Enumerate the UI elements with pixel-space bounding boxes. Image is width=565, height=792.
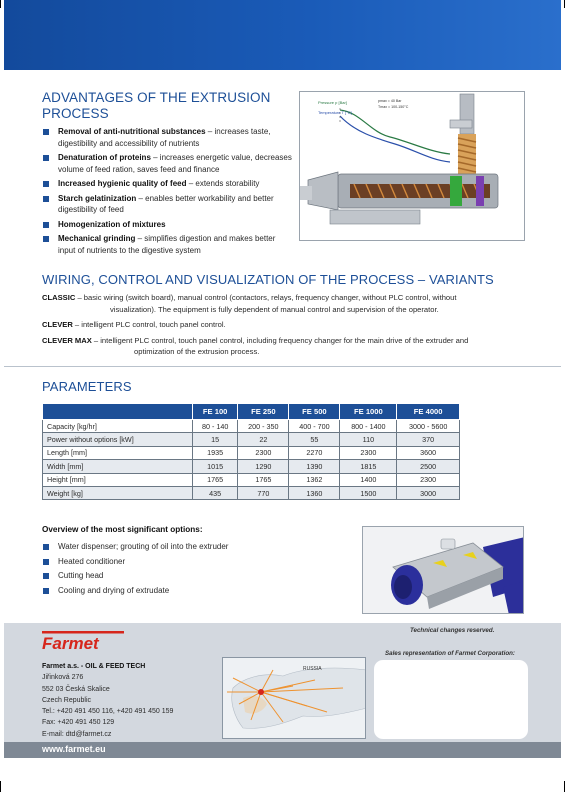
parameters-heading xyxy=(42,379,132,395)
row-label: Capacity [kg/hr] xyxy=(43,420,193,433)
pressure-label: Pressure p [Bar] xyxy=(318,100,347,105)
variant-text-continued: optimization of the extrusion process. xyxy=(134,347,260,356)
technical-note: Technical changes reserved. xyxy=(410,627,495,634)
item-heading: Mechanical grinding xyxy=(58,234,136,243)
farmet-logo xyxy=(42,631,124,651)
list-item: Cooling and drying of extrudate xyxy=(42,584,342,599)
table-header-blank xyxy=(43,404,193,420)
table-cell: 2300 xyxy=(238,446,289,459)
table-cell: 1360 xyxy=(289,486,340,499)
advantages-list xyxy=(42,126,292,256)
map-illustration xyxy=(223,658,366,739)
list-item xyxy=(42,152,292,175)
table-row xyxy=(43,446,460,459)
table-cell: 435 xyxy=(193,486,238,499)
item-text: – increases taste, digestibility and accessibility of nutrients xyxy=(58,127,271,148)
telephone: Tel.: +420 491 450 116, +420 491 450 159 xyxy=(42,708,174,716)
website-link[interactable]: www.farmet.eu xyxy=(42,744,106,754)
row-label: Width [mm] xyxy=(43,460,193,473)
item-heading: Removal of anti-nutritional substances xyxy=(58,127,206,136)
table-cell: 3000 - 5600 xyxy=(397,420,460,433)
list-item xyxy=(42,193,292,216)
item-text: – simplifies digestion and makes better input of nutrients to the digestive system xyxy=(58,234,276,255)
table-cell: 2300 xyxy=(397,473,460,486)
extruder-illustration xyxy=(300,92,525,241)
advantages-title: ADVANTAGES OF THE EXTRUSION PROCESS xyxy=(42,90,271,121)
table-cell: 110 xyxy=(340,433,397,446)
address-line: Jiřinková 276 xyxy=(42,674,84,682)
variant-clever-max xyxy=(42,335,522,358)
website-bar xyxy=(4,742,561,758)
wiring-title: WIRING, CONTROL AND VISUALIZATION OF THE PROCESS – VARIANTS xyxy=(42,272,494,287)
row-label: Length [mm] xyxy=(43,446,193,459)
map-label: RUSSIA xyxy=(303,666,322,672)
list-item xyxy=(42,219,292,231)
variant-clever xyxy=(42,319,522,331)
table-cell: 370 xyxy=(397,433,460,446)
export-map xyxy=(222,657,366,739)
item-heading: Denaturation of proteins xyxy=(58,153,151,162)
options-title: Overview of the most significant options: xyxy=(42,525,203,534)
item-text: – extends storability xyxy=(186,179,260,188)
row-label: Power without options [kW] xyxy=(43,433,193,446)
table-cell: 3000 xyxy=(397,486,460,499)
list-item xyxy=(42,178,292,190)
options-list xyxy=(42,540,342,598)
company-name: Farmet a.s. - OIL & FEED TECH xyxy=(42,663,146,670)
item-heading: Increased hygienic quality of feed xyxy=(58,179,187,188)
table-cell: 1390 xyxy=(289,460,340,473)
section-divider xyxy=(4,366,561,367)
list-item: Water dispenser; grouting of oil into the extruder xyxy=(42,540,342,555)
row-label: Height [mm] xyxy=(43,473,193,486)
crop-mark xyxy=(0,781,1,792)
crop-mark xyxy=(0,0,1,8)
table-cell: 1815 xyxy=(340,460,397,473)
table-cell: 1500 xyxy=(340,486,397,499)
table-row xyxy=(43,460,460,473)
item-text: – enables better workability and better digestibility of feed xyxy=(58,193,274,214)
logo-text: Farmet xyxy=(42,634,99,651)
variant-text: – intelligent PLC control, touch panel control, including frequency changer for the main drive of the extruder and xyxy=(91,335,469,345)
logo-mark xyxy=(42,631,124,651)
column-header: FE 100 xyxy=(193,404,238,420)
table-cell: 55 xyxy=(289,433,340,446)
cutting-head-image xyxy=(362,526,524,614)
cutting-head-illustration xyxy=(363,527,524,614)
temperature-label: Temperature T [°C] xyxy=(318,110,352,115)
item-heading: Starch gelatinization xyxy=(58,193,137,203)
footer xyxy=(4,623,561,743)
item-heading: Homogenization of mixtures xyxy=(58,219,166,229)
table-cell: 3600 xyxy=(397,446,460,459)
table-cell: 1765 xyxy=(238,473,289,486)
table-cell: 770 xyxy=(238,486,289,499)
column-header: FE 500 xyxy=(289,404,340,420)
table-cell: 1362 xyxy=(289,473,340,486)
table-cell: 2500 xyxy=(397,460,460,473)
table-cell: 400 - 700 xyxy=(289,420,340,433)
wiring-section xyxy=(42,272,522,358)
column-header: FE 250 xyxy=(238,404,289,420)
extruder-diagram xyxy=(299,91,525,241)
table-cell: 2270 xyxy=(289,446,340,459)
table-cell: 1400 xyxy=(340,473,397,486)
header-band xyxy=(4,0,561,70)
variant-text: – intelligent PLC control, touch panel control. xyxy=(72,320,226,329)
table-row xyxy=(43,486,460,499)
table-cell: 80 - 140 xyxy=(193,420,238,433)
table-cell: 1935 xyxy=(193,446,238,459)
parameters-title: PARAMETERS xyxy=(42,379,132,394)
list-item: Cutting head xyxy=(42,569,342,584)
table-header-row xyxy=(43,404,460,420)
table-row xyxy=(43,420,460,433)
table-cell: 200 - 350 xyxy=(238,420,289,433)
list-item: Heated conditioner xyxy=(42,555,342,570)
table-cell: 1290 xyxy=(238,460,289,473)
table-row xyxy=(43,473,460,486)
sales-representation-box xyxy=(374,660,528,739)
table-row xyxy=(43,433,460,446)
company-contact xyxy=(42,661,173,740)
variant-key: CLEVER xyxy=(42,320,73,329)
address-line: 552 03 Česká Skalice xyxy=(42,685,110,693)
address-line: Czech Republic xyxy=(42,696,92,704)
parameters-table xyxy=(42,403,460,500)
row-label: Weight [kg] xyxy=(43,486,193,499)
advantages-section xyxy=(42,90,292,259)
table-cell: 15 xyxy=(193,433,238,446)
table-cell: 1015 xyxy=(193,460,238,473)
fax: Fax: +420 491 450 129 xyxy=(42,719,115,727)
table-cell: 22 xyxy=(238,433,289,446)
options-section xyxy=(42,525,342,598)
list-item xyxy=(42,126,292,149)
item-text: – increases energetic value, decreases volume of feed ration, saves feed and finance xyxy=(58,153,292,174)
table-cell: 2300 xyxy=(340,446,397,459)
variant-key: CLEVER MAX xyxy=(42,335,92,345)
email: E-mail: dtd@farmet.cz xyxy=(42,730,112,738)
column-header: FE 4000 xyxy=(397,404,460,420)
sales-label: Sales representation of Farmet Corporation: xyxy=(385,650,515,657)
pmax-label: pmax = 40 Bar xyxy=(378,99,402,103)
variant-classic xyxy=(42,292,522,315)
variant-key: CLASSIC xyxy=(42,293,76,302)
list-item xyxy=(42,233,292,256)
table-cell: 800 - 1400 xyxy=(340,420,397,433)
variant-text-continued: visualization). The equipment is fully dependent of manual control and supervision of the operator. xyxy=(110,304,439,314)
column-header: FE 1000 xyxy=(340,404,397,420)
table-cell: 1765 xyxy=(193,473,238,486)
variant-text: – basic wiring (switch board), manual control (contactors, relays, frequency changer, without PLC control, without xyxy=(75,293,457,302)
tmax-label: Tmax = 100-150°C xyxy=(378,105,409,109)
